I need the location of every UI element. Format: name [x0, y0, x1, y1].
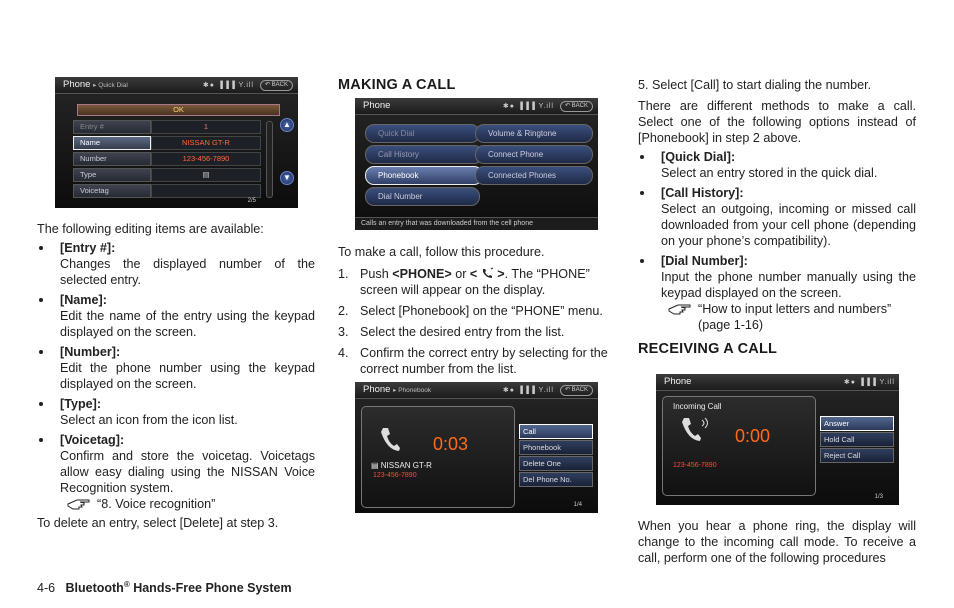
page-indicator: 1/3	[874, 494, 883, 500]
call-timer: 0:03	[433, 434, 469, 454]
step-3: 3. Select the desired entry from the list.	[338, 325, 565, 339]
back-button[interactable]: ↶ BACK	[560, 385, 593, 396]
incoming-call-label: Incoming Call	[673, 402, 722, 411]
middle-column	[338, 77, 616, 99]
number-row-label[interactable]: Number	[73, 152, 151, 166]
screen-header	[656, 374, 899, 391]
receiving-a-call-heading: RECEIVING A CALL	[638, 341, 778, 357]
item-number-head: [Number]:	[37, 344, 315, 360]
step-5: 5. Select [Call] to start dialing the number.	[638, 78, 872, 92]
status-icons: ✱● ▐▐▐ Y.ill	[202, 82, 254, 89]
step-1: 1. Push <PHONE> or < >. The “PHONE” screen will appear on the display.	[338, 267, 590, 297]
screen-header	[355, 382, 598, 399]
tab-call-history[interactable]: Call History	[365, 145, 483, 164]
tab-volume-ringtone[interactable]: Volume & Ringtone	[475, 124, 593, 143]
name-row-label[interactable]: Name	[73, 136, 151, 150]
input-letters-ref-text: “How to input letters and numbers” (page 1-16)	[698, 302, 892, 332]
delete-phone-number-button[interactable]: Del Phone No.	[519, 472, 593, 487]
screen-title: Phone	[664, 376, 692, 387]
method-call-history-head: [Call History]:	[638, 185, 916, 201]
procedure-intro: To make a call, follow this procedure.	[338, 245, 545, 259]
method-quick-dial-head: [Quick Dial]:	[638, 149, 916, 165]
hold-call-button[interactable]: Hold Call	[820, 432, 894, 447]
screen-footer-hint: Calls an entry that was downloaded from the cell phone	[355, 217, 598, 230]
item-voicetag-head: [Voicetag]:	[37, 432, 315, 448]
making-a-call-heading: MAKING A CALL	[338, 77, 456, 93]
item-voicetag-body: Confirm and store the voicetag. Voicetags allow easy dialing using the NISSAN Voice Recognition system.	[60, 449, 315, 495]
step-4: 4. Confirm the correct entry by selecting for the correct number from the list.	[338, 346, 608, 376]
procedure-steps	[338, 266, 616, 377]
middle-column-text	[338, 244, 616, 382]
name-row-value: NISSAN GT-R	[151, 136, 261, 150]
tab-connect-phone[interactable]: Connect Phone	[475, 145, 593, 164]
receiving-call-text: When you hear a phone ring, the display will change to the incoming call mode. To receive a call, perform one of the following procedures	[638, 519, 916, 565]
answer-button[interactable]: Answer	[820, 416, 894, 431]
type-row-label[interactable]: Type	[73, 168, 151, 182]
item-entry-head: [Entry #]:	[37, 240, 315, 256]
reject-call-button[interactable]: Reject Call	[820, 448, 894, 463]
footer-title: Bluetooth® Hands-Free Phone System	[65, 580, 292, 596]
call-button[interactable]: Call	[519, 424, 593, 439]
screen-title: Phone ▸ Quick Dial	[63, 79, 128, 90]
method-dial-number-body: Input the phone number manually using the keypad displayed on the screen.	[661, 270, 916, 300]
step-2: 2. Select [Phonebook] on the “PHONE” menu.	[338, 304, 603, 318]
method-quick-dial-body: Select an entry stored in the quick dial.	[661, 166, 878, 180]
incoming-call-screen	[656, 374, 899, 505]
page-number: 4-6	[37, 581, 56, 596]
caller-number: 123-456-7890	[673, 462, 717, 469]
screen-header	[355, 98, 598, 115]
screen-title: Phone ▸ Phonebook	[363, 384, 432, 395]
voicetag-row-value	[151, 184, 261, 198]
status-icons: ✱● ▐▐▐ Y.ill	[843, 379, 895, 386]
quick-dial-edit-screen	[55, 77, 298, 208]
entry-row-value: 1	[151, 120, 261, 134]
pointing-hand-icon	[67, 497, 91, 511]
left-column-text	[37, 221, 315, 531]
scroll-up-icon[interactable]: ▲	[280, 118, 294, 132]
status-icons: ✱● ▐▐▐ Y.ill	[502, 387, 554, 394]
call-timer: 0:00	[735, 426, 771, 446]
tab-quick-dial[interactable]: Quick Dial	[365, 124, 480, 143]
back-button[interactable]: ↶ BACK	[260, 80, 293, 91]
method-call-history-body: Select an outgoing, incoming or missed call downloaded from your cell phone (depending on your phone’s compatibility).	[661, 202, 916, 248]
handset-icon	[379, 426, 401, 452]
contact-name: ▤ NISSAN GT-R	[371, 461, 432, 470]
voicetag-row-label[interactable]: Voicetag	[73, 184, 151, 198]
back-button[interactable]: ↶ BACK	[560, 101, 593, 112]
page-indicator: 2/5	[247, 198, 256, 204]
tab-dial-number[interactable]: Dial Number	[365, 187, 480, 206]
item-type-body: Select an icon from the icon list.	[60, 413, 238, 427]
contact-number: 123-456-7890	[373, 472, 417, 479]
phone-key-icon	[479, 267, 495, 279]
method-dial-number-head: [Dial Number]:	[638, 253, 916, 269]
status-icons: ✱● ▐▐▐ Y.ill	[502, 103, 554, 110]
number-row-value: 123-456-7890	[151, 152, 261, 166]
input-letters-ref[interactable]	[638, 301, 916, 333]
screen-header	[55, 77, 298, 94]
item-type-head: [Type]:	[37, 396, 315, 412]
phonebook-button[interactable]: Phonebook	[519, 440, 593, 455]
methods-intro: There are different methods to make a call. Select one of the following options instead of [Phonebook] in step 2 above.	[638, 99, 916, 145]
phonebook-entry-screen	[355, 382, 598, 513]
item-entry-body: Changes the displayed number of the selected entry.	[60, 257, 315, 287]
right-column-text	[638, 77, 916, 363]
item-name-head: [Name]:	[37, 292, 315, 308]
screen-title: Phone	[363, 100, 391, 111]
item-number-body: Edit the phone number using the keypad displayed on the screen.	[60, 361, 315, 391]
page-footer	[37, 577, 292, 596]
ok-button[interactable]: OK	[77, 104, 280, 116]
phone-menu-screen	[355, 98, 598, 230]
tab-phonebook[interactable]: Phonebook	[365, 166, 483, 185]
delete-entry-note: To delete an entry, select [Delete] at step 3.	[37, 516, 279, 530]
caller-card	[361, 406, 515, 508]
page-indicator: 1/4	[573, 502, 582, 508]
scroll-down-icon[interactable]: ▼	[280, 171, 294, 185]
entry-row-label[interactable]: Entry #	[73, 120, 151, 134]
voice-recognition-ref[interactable]	[37, 496, 315, 512]
tab-connected-phones[interactable]: Connected Phones	[475, 166, 593, 185]
ringing-handset-icon	[680, 416, 710, 442]
pointing-hand-icon	[668, 302, 692, 316]
delete-one-button[interactable]: Delete One	[519, 456, 593, 471]
item-name-body: Edit the name of the entry using the keypad displayed on the screen.	[60, 309, 315, 339]
type-row-value: ▤	[151, 168, 261, 182]
scrollbar-track[interactable]	[266, 121, 273, 198]
editing-intro: The following editing items are available:	[37, 222, 264, 236]
voice-recognition-ref-text: “8. Voice recognition”	[97, 497, 216, 511]
